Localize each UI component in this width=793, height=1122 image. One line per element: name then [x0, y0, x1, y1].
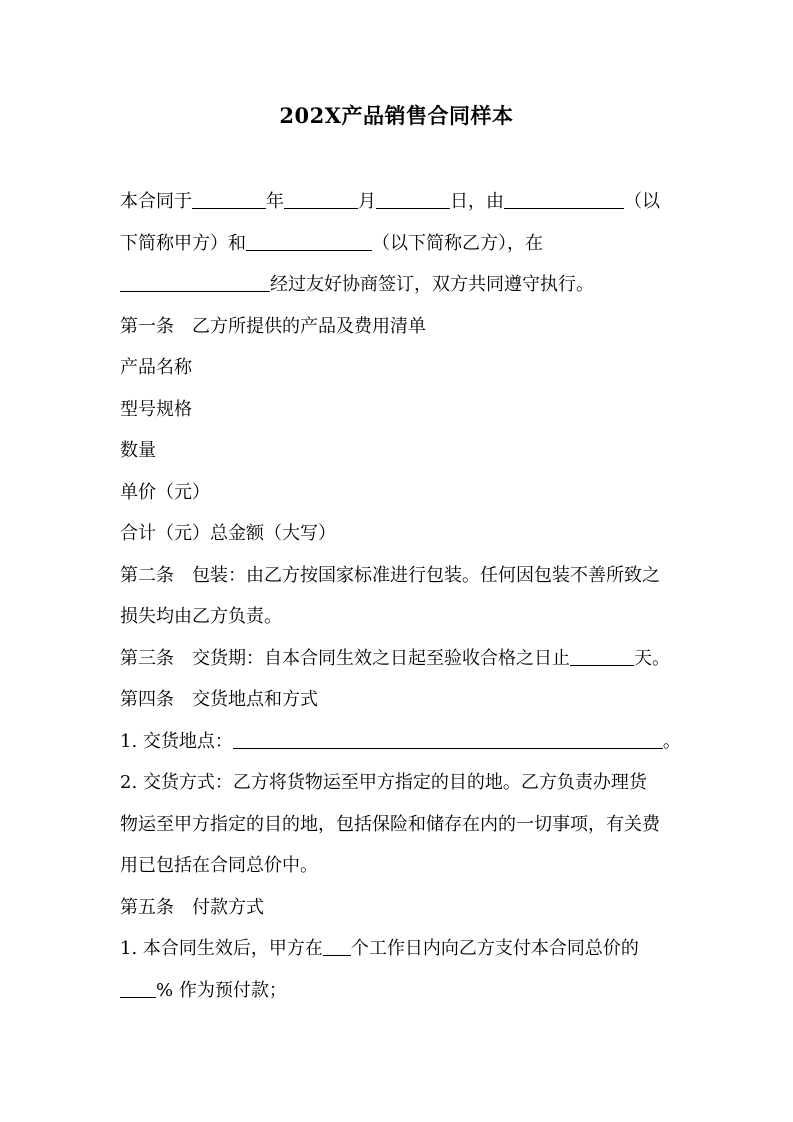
article-1-item: 单价（元）	[120, 481, 210, 503]
article-text: 1. 交货地点：	[120, 730, 233, 752]
article-1-item: 型号规格	[120, 398, 192, 420]
intro-text: 本合同于	[120, 191, 192, 212]
blank-party-a[interactable]	[504, 186, 624, 209]
article-text: 交货期：自本合同生效之日起至验收合格之日止	[192, 647, 570, 669]
blank-delivery-days[interactable]	[570, 643, 634, 666]
article-2-line-1	[120, 555, 676, 597]
article-4-item-2-line-3: 用已包括在合同总价中。	[120, 855, 318, 876]
article-title: 乙方所提供的产品及费用清单	[192, 315, 426, 337]
intro-text: （以下简称乙方），在	[372, 232, 543, 254]
article-number: 第四条	[120, 689, 174, 710]
article-number: 第三条	[120, 647, 174, 669]
article-number: 第二条	[120, 564, 174, 586]
intro-line-2	[120, 223, 676, 265]
article-4-item-2-line-1: 2. 交货方式：乙方将货物运至甲方指定的目的地。乙方负责办理货	[120, 772, 647, 793]
intro-line-1	[120, 181, 676, 223]
article-text: % 作为预付款；	[156, 979, 287, 1001]
intro-text: （以	[624, 191, 660, 212]
article-text: 天。	[634, 647, 670, 669]
article-1-heading	[120, 306, 676, 348]
blank-month[interactable]	[284, 186, 358, 209]
article-number: 第一条	[120, 315, 174, 337]
article-1-item: 合计（元）总金额（大写）	[120, 523, 336, 544]
article-title: 付款方式	[192, 896, 264, 918]
article-text: 个工作日内向乙方支付本合同总价的	[350, 938, 639, 959]
blank-delivery-location[interactable]	[233, 726, 663, 749]
blank-year[interactable]	[192, 186, 266, 209]
blank-location[interactable]	[120, 269, 270, 292]
intro-text: 下简称甲方）和	[120, 232, 246, 254]
article-text: 1. 本合同生效后，甲方在	[120, 938, 323, 959]
document-title: 202X产品销售合同样本	[279, 103, 514, 128]
intro-text: 日，由	[450, 191, 504, 212]
blank-working-days[interactable]	[323, 933, 351, 956]
blank-party-b[interactable]	[246, 228, 372, 251]
article-4-item-1	[120, 721, 681, 763]
article-4-item-2-line-2: 物运至甲方指定的目的地，包括保险和储存在内的一切事项，有关费	[120, 813, 660, 835]
blank-day[interactable]	[376, 186, 450, 209]
article-4-heading	[120, 679, 676, 721]
document-body	[120, 181, 681, 1011]
article-3	[120, 638, 676, 680]
article-title: 交货地点和方式	[192, 689, 318, 710]
article-2-line-2: 损失均由乙方负责。	[120, 606, 282, 627]
intro-text: 经过友好协商签订，双方共同遵守执行。	[270, 274, 594, 295]
article-text: 。	[662, 730, 681, 752]
article-5-item-1-line-2	[120, 970, 676, 1012]
intro-text: 月	[358, 191, 376, 212]
article-5-heading	[120, 887, 676, 929]
intro-text: 年	[266, 191, 284, 212]
intro-line-3	[120, 264, 676, 306]
article-number: 第五条	[120, 896, 174, 918]
article-text: 包装：由乙方按国家标准进行包装。任何因包装不善所致之	[192, 564, 660, 586]
blank-prepayment-percent[interactable]	[120, 975, 156, 998]
article-5-item-1-line-1	[120, 928, 676, 970]
article-1-item: 产品名称	[120, 357, 192, 378]
article-1-item: 数量	[120, 440, 156, 461]
